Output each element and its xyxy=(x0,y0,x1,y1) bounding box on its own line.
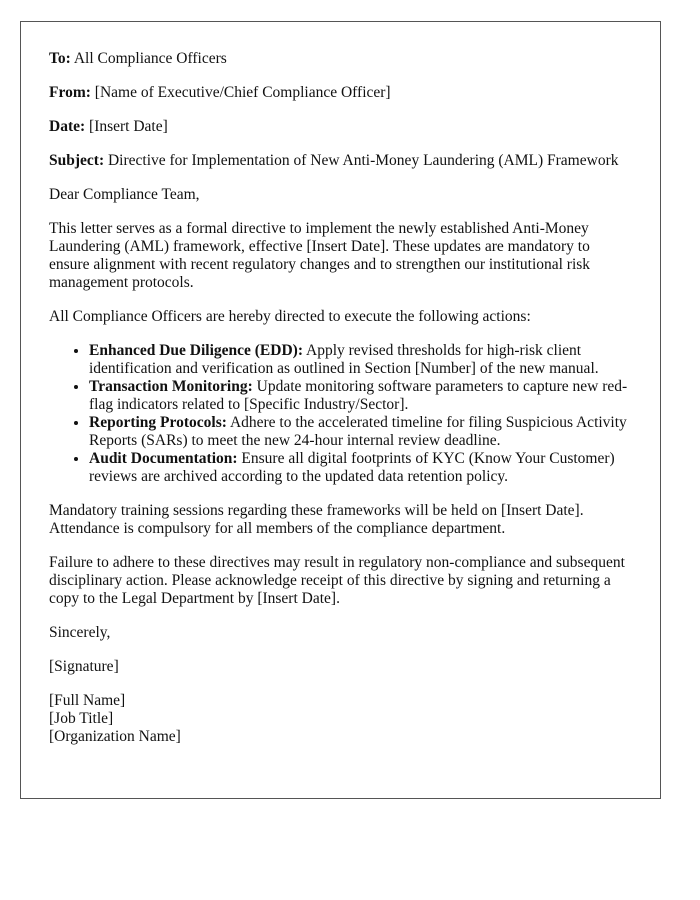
date-value: [Insert Date] xyxy=(89,118,168,135)
list-item xyxy=(89,450,632,486)
list-item xyxy=(89,342,632,378)
to-label: To: xyxy=(49,50,71,67)
subject-line xyxy=(49,152,632,170)
action-title: Enhanced Due Diligence (EDD): xyxy=(89,342,303,359)
signature-placeholder: [Signature] xyxy=(49,658,119,675)
action-title: Audit Documentation: xyxy=(89,450,238,467)
action-title: Transaction Monitoring: xyxy=(89,378,253,395)
action-text: Update monitoring software parameters to capture new red-flag indicators related to [Specific Industry/Sector]. xyxy=(89,378,628,413)
from-value: [Name of Executive/Chief Compliance Officer] xyxy=(94,84,391,101)
subject-value: Directive for Implementation of New Anti-Money Laundering (AML) Framework xyxy=(107,152,619,169)
closing-salutation: Sincerely, xyxy=(49,624,111,641)
action-text: Apply revised thresholds for high-risk client identification and verification as outlined in Section [Number] of the new manual. xyxy=(89,342,599,377)
date-line xyxy=(49,118,632,136)
greeting: Dear Compliance Team, xyxy=(49,186,200,203)
signature-block xyxy=(49,692,632,746)
actions-intro: All Compliance Officers are hereby directed to execute the following actions: xyxy=(49,308,531,325)
from-line xyxy=(49,84,632,102)
organization-name: [Organization Name] xyxy=(49,728,181,745)
list-item xyxy=(89,378,632,414)
action-text: Ensure all digital footprints of KYC (Know Your Customer) reviews are archived according to the updated data retention policy. xyxy=(89,450,615,485)
actions-list xyxy=(49,342,632,486)
list-item xyxy=(89,414,632,450)
closing-paragraph: Failure to adhere to these directives may result in regulatory non-compliance and subsequent disciplinary action. Please acknowledge receipt of this directive by signing and returning a copy to the Legal Department by [Insert Date]. xyxy=(49,554,625,607)
subject-label: Subject: xyxy=(49,152,105,169)
from-label: From: xyxy=(49,84,91,101)
job-title: [Job Title] xyxy=(49,710,114,727)
action-text: Adhere to the accelerated timeline for filing Suspicious Activity Reports (SARs) to meet the new 24-hour internal review deadline. xyxy=(89,414,627,449)
letter xyxy=(20,21,661,799)
intro-paragraph: This letter serves as a formal directive to implement the newly established Anti-Money Laundering (AML) framework, effective [Insert Date]. These updates are mandatory to ensure alignment with recent regulatory changes and to strengthen our institutional risk management protocols. xyxy=(49,220,591,291)
to-line xyxy=(49,50,632,68)
training-paragraph: Mandatory training sessions regarding these frameworks will be held on [Insert Date]. Attendance is compulsory for all members of the compliance department. xyxy=(49,502,584,537)
to-value: All Compliance Officers xyxy=(73,50,227,67)
full-name: [Full Name] xyxy=(49,692,126,709)
action-title: Reporting Protocols: xyxy=(89,414,227,431)
date-label: Date: xyxy=(49,118,86,135)
